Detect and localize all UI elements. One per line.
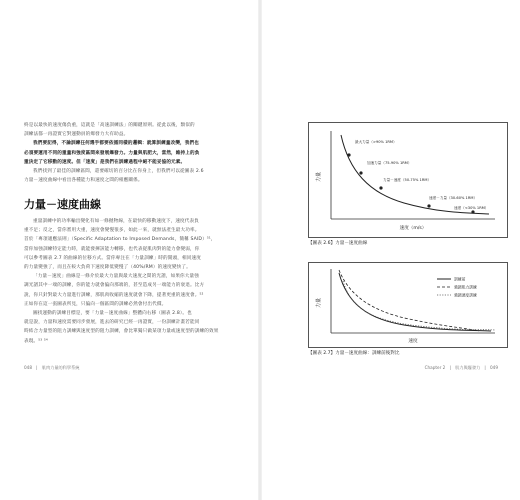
- text-line: 說，你只針對最大力量進行訓練，那肌肉收縮的速度就會下降，提著更重的速度會。⁵²: [24, 292, 204, 298]
- text-line: 的力量變強了，而且在較大負荷下速度降低變慢了（40%/RM）的速度變快了。: [24, 265, 191, 271]
- comparison-chart: [309, 263, 507, 347]
- figure-curve-comparison: [308, 262, 508, 348]
- figure-caption: 【圖表 2.6】力量－速度曲線: [308, 241, 368, 246]
- zone-label: 力量－速度（50-75% 1RM）: [383, 178, 432, 182]
- force-velocity-curve: [341, 135, 489, 214]
- text-line: 正如你在這一張圖表所見，只偏向一個區間的訓練必然會付出代價。: [24, 301, 167, 307]
- page-folio: Chapter 2 | 肌力與爆發力 | 049: [424, 365, 498, 370]
- legend-label: 訓練前: [454, 276, 466, 282]
- text-line: 重不足；反之，當你嘗用大重，速度會變慢很多，如此一來，就無法產生最大功率。: [24, 228, 200, 234]
- text-line: 可以參考圖表 2.7 的曲線的位移方式。當你專注在「力量訓練」時的開頭，相同速度: [24, 255, 202, 261]
- text-line: 終是以最快的速度傷負重，這就是「高速訓練法」的關鍵原則。從此以後，類似的: [24, 123, 195, 128]
- text-line: 重量訓練中的功率輸出變化有如一條拋物線，在最快的移動速度下，速度代表負: [33, 219, 200, 224]
- curve-point: [471, 210, 474, 213]
- bold-text-line: 必須要運用不同的重量和強度區間來發展爆發力。力量與肌肥大，當然，維持上的負: [24, 150, 200, 156]
- text-line: 我們找到了最佳的訓練區間，還要確切的百分比在你身上，但我們可以從圖表 2.6: [33, 169, 204, 175]
- figure-force-velocity-curve: [308, 122, 508, 238]
- text-line: 圖找運動的訓練目標是，要「力量－速度曲線」整體向右移（圖表 2.8）。也: [33, 311, 192, 317]
- right-page: [260, 0, 520, 500]
- text-line: 就是說，力量和速度需要同步發展，進去的研究已經一再證實，一份訓練計畫若能同: [24, 320, 200, 326]
- text-line: 表現。⁵³ ⁵⁴: [24, 338, 48, 344]
- text-line: 調光譜其中一端的訓練，你的能力就會偏向那端的，甚至造成另一端能力的衰退。比方: [24, 283, 205, 289]
- curve-point: [427, 204, 430, 207]
- x-axis-label: 速度: [408, 339, 418, 344]
- y-axis-label: 力量: [316, 297, 322, 309]
- page-folio: 048 | 肌肉力量的科學系統: [24, 365, 80, 370]
- legend-label: 強調速度訓練: [454, 292, 477, 298]
- legend-label: 強調肌力訓練: [454, 284, 477, 290]
- y-axis-label: 力量: [316, 171, 322, 183]
- zone-label: 速度（<30% 1RM）: [454, 206, 489, 210]
- bold-text-line: 重決定了它移動的速度。但「速度」是我們在訓練過程中絕不能妥協的元素。: [24, 159, 186, 165]
- text-line: 首於「專項適應法則」（Specific Adaptation to Imposed Demands，簡稱 SAID）⁵¹，: [24, 237, 216, 243]
- figure-caption: 【圖表 2.7】力量－速度曲線：訓練前後對比: [308, 351, 400, 356]
- text-line: 力量－速度曲線中看出各種能力和速度之間的相應關係。: [24, 178, 143, 184]
- curve-point: [347, 153, 350, 156]
- intro-text: [24, 121, 236, 185]
- text-line: 訓練法都一再證實它對運動員的爆發力大有助益。: [24, 132, 129, 138]
- curve-point: [359, 171, 362, 174]
- zone-label: 速度－力量（30-60% 1RM）: [429, 196, 478, 200]
- zone-label: 加速力量（75-90% 1RM）: [367, 161, 412, 165]
- section-text: [24, 217, 236, 346]
- text-line: 「力量－速度」曲線是一條介於最大力量與最大速度之間的光譜，如果你大量強: [33, 274, 200, 280]
- bold-text-line: 我們要記得，不論訓練任何選手都要依循同樣的邏輯：就算訓練量改變，我們也: [33, 141, 200, 147]
- text-line: 時結合力量型的阻力訓練與速度型的阻力訓練，會比單獨只做某項力量或速度型的訓練的效果: [24, 329, 219, 335]
- text-line: 當你加強訓練特定能力時，就能發揮該能力轉移，也代表從肌肉對的能力會變弱，你: [24, 246, 200, 252]
- zone-label: 最大力量（>90% 1RM）: [355, 140, 397, 144]
- pre-training-curve: [339, 273, 491, 331]
- force-velocity-chart: [309, 123, 507, 237]
- x-axis-label: 速度（m/s）: [399, 226, 427, 231]
- section-title: 力量－速度曲線: [24, 198, 101, 211]
- curve-point: [379, 186, 382, 189]
